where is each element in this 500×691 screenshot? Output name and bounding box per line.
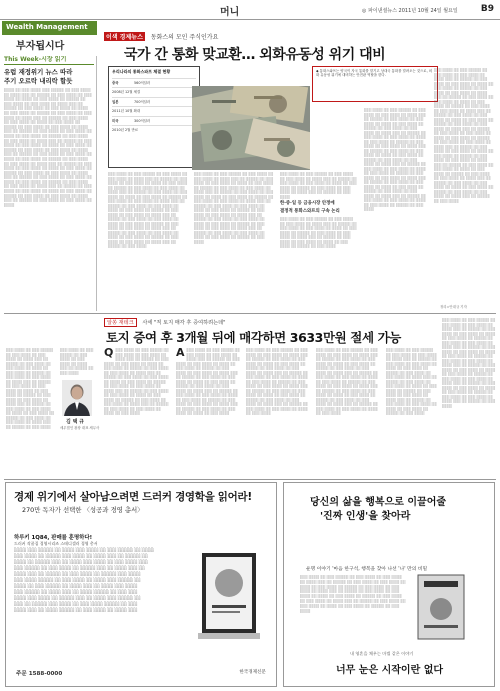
ad1-book-image xyxy=(192,547,272,647)
table-row xyxy=(112,125,196,135)
section2-bar xyxy=(104,318,226,327)
ad1-subhead: 270만 독자가 선택한 〈성공과 경영 총서〉 xyxy=(22,506,144,514)
table-cell-amount: 560억달러 xyxy=(134,80,151,85)
page-header xyxy=(0,0,500,20)
table-row xyxy=(112,78,196,88)
table-cell-country: 미국 xyxy=(112,118,119,123)
series-label xyxy=(104,32,218,41)
ad1-phone: 주문 1588-0000 xyxy=(16,671,63,677)
swap-table xyxy=(108,66,200,168)
table-cell-country: 일본 xyxy=(112,99,119,104)
article-column-3: ░░░ ░░░░ ░░ ░░░ ░░░░░ ░░ ░░░ ░░░░ ░░ ░░░ ░░░░ ░░ ░░░░ ░░░ ░░ ░░░░░ ░░ ░░░ ░░░░ ░░ ░░░ ░░░░ ░░ ░░░░ ░░ ░░░ ░░░░ ░░ ░░░░░ ░░ ░░░ ░░░░ ░░ ░░░ ░░░░ ░░ ░░░░ ░░░ ░░ ░░░░░ ░░ ░░░ ░░░░ 한·중·일 등 금융시장 안정에 결정적 통화스와프의 구속 논리 ░░░ ░░░░ ░░ ░░░ ░░░░░ ░░ ░░░ ░░░░ ░░ ░░░ ░░░░ ░░ ░░░░ ░░░ ░░ ░░░░░ ░░ ░░░ ░░░░ ░░ ░░░ ░░░░ ░░ ░░░░ ░░ ░░░ ░░░░ ░░ ░░░░░ ░░ ░░░ ░░░░ ░░ ░░░ ░░░░ ░░ ░░░░ ░░░ ░░ ░░░░░ ░░ ░░░ ░░░░ ░░ ░░░ ░░░░ ░░ ░░░░ ░░ ░░░ ░░░░ ░░ ░░░░░ ░░ ░░░ ░░░░ xyxy=(280,172,357,248)
ad2-headline-1: 당신의 삶을 행복으로 이끌어줄 xyxy=(310,497,447,508)
s2-column-0: ░░░ ░░░░ ░░ ░░░ ░░░░░ ░░ ░░░ ░░░░ ░░ ░░░ ░░░░ ░░ ░░░░ ░░░ ░░ ░░░░░ ░░ ░░░ ░░░░ ░░ ░░░ ░░░░ ░░ ░░░░ ░░ ░░░ ░░░░ ░░ ░░░░░ ░░ ░░░ ░░░░ ░░ ░░░ ░░░░ ░░ ░░░░ ░░░ ░░ ░░░░░ ░░ ░░░ ░░░░ ░░ ░░░ ░░░░ ░░ ░░░░ ░░ ░░░ ░░░░ ░░ ░░░░░ ░░ ░░░ ░░░░ ░░ ░░░ ░░░░ ░░ ░░░░ ░░░ ░░ ░░░░░ ░░ ░░░ ░░░░ ░░ ░░░ ░░░░ ░░ ░░░░ ░░ ░░░ ░░░░ ░░ ░░░░░ ░░ ░░░ ░░░░ ░░ ░░░ ░░░░ ░░ ░░░░ ░░░ ░░ ░░░░░ ░░ ░░░ ░░░░ xyxy=(6,348,55,429)
table-cell-country: 중국 xyxy=(112,80,119,85)
table-cell-amount: 300억달러 xyxy=(134,118,151,123)
week-label: This Week-시장 읽기 xyxy=(4,56,94,65)
series-text: 동화스의 모인 주식인가요 xyxy=(150,34,219,41)
series-badge: 이색 경제뉴스 xyxy=(106,34,143,41)
book-ad-real-life[interactable] xyxy=(283,482,495,687)
ad2-body-text: ░░░ ░░░░ ░░ ░░░ ░░░░░ ░░ ░░░ ░░░░ ░░ ░░░ ░░░░ ░░ ░░░░ ░░░ ░░ ░░░░░ ░░ ░░░ ░░░░ ░░ ░░░ ░░░░ ░░ ░░░░ ░░ ░░░ ░░░░ ░░ ░░░░░ ░░ ░░░ ░░░░ ░░ ░░░ ░░░░ ░░ ░░░░ ░░░ ░░ ░░░░░ ░░ ░░░ ░░░░ ░░ ░░░ ░░░░ ░░ ░░░░ ░░ ░░░ ░░░░ ░░ ░░░░░ ░░ ░░░ ░░░░ ░░ ░░░ ░░░░ ░░ ░░░░ ░░░ ░░ ░░░░░ ░░ ░░░ ░░░░ ░░ ░░░ ░░░░ ░░ ░░░░ ░░ ░░░ ░░░░ ░░ ░░░░░ ░░ ░░░ ░░░░ xyxy=(300,575,406,613)
s2-column-6: ░░░ ░░░░ ░░ ░░░ ░░░░░ ░░ ░░░ ░░░░ ░░ ░░░ ░░░░ ░░ ░░░░ ░░░ ░░ ░░░░░ ░░ ░░░ ░░░░ ░░ ░░░ ░░░░ ░░ ░░░░ ░░ ░░░ ░░░░ ░░ ░░░░░ ░░ ░░░ ░░░░ ░░ ░░░ ░░░░ ░░ ░░░░ ░░░ ░░ ░░░░░ ░░ ░░░ ░░░░ ░░ ░░░ ░░░░ ░░ ░░░░ ░░ ░░░ ░░░░ ░░ ░░░░░ ░░ ░░░ ░░░░ ░░ ░░░ ░░░░ ░░ ░░░░ ░░░ ░░ ░░░░░ ░░ ░░░ ░░░░ ░░ ░░░ ░░░░ ░░ ░░░░ ░░ ░░░ ░░░░ ░░ ░░░░░ ░░ ░░░ ░░░░ ░░ ░░░ ░░░░ ░░ ░░░░ ░░░ ░░ ░░░░░ ░░ ░░░ ░░░░ ░░ ░░░ ░░░░ ░░ ░░░░ ░░ ░░░ ░░░░ ░░ ░░░░░ ░░ ░░░ ░░░░ ░░ ░░░ ░░░░ ░░ ░░░░ ░░░ ░░ ░░░░░ ░░ ░░░ ░░░░ xyxy=(442,318,496,408)
article-column-4: ░░░ ░░░░ ░░ ░░░ ░░░░░ ░░ ░░░ ░░░░ ░░ ░░░ ░░░░ ░░ ░░░░ ░░░ ░░ ░░░░░ ░░ ░░░ ░░░░ ░░ ░░░ ░░░░ ░░ ░░░░ ░░ ░░░ ░░░░ ░░ ░░░░░ ░░ ░░░ ░░░░ ░░ ░░░ ░░░░ ░░ ░░░░ ░░░ ░░ ░░░░░ ░░ ░░░ ░░░░ ░░ ░░░ ░░░░ ░░ ░░░░ ░░ ░░░ ░░░░ ░░ ░░░░░ ░░ ░░░ ░░░░ ░░ ░░░ ░░░░ ░░ ░░░░ ░░░ ░░ ░░░░░ ░░ ░░░ ░░░░ ░░ ░░░ ░░░░ ░░ ░░░░ ░░ ░░░ ░░░░ ░░ ░░░░░ ░░ ░░░ ░░░░ ░░ ░░░ ░░░░ ░░ ░░░░ ░░░ ░░ ░░░░░ ░░ ░░░ ░░░░ ░░ ░░░ ░░░░ ░░ ░░░░ ░░ ░░░ ░░░░ ░░ ░░░░░ ░░ ░░░ ░░░░ ░░ ░░░ ░░░░ ░░ ░░░░ ░░░ ░░ ░░░░░ ░░ ░░░ ░░░░ ░░ ░░░ ░░░░ ░░ ░░░░ ░░ ░░░ ░░░░ ░░ ░░░░░ ░░ ░░░ ░░░░ ░░ ░░░ ░░░░ ░░ ░░░░ ░░░ ░░ ░░░░░ ░░ ░░░ ░░░░ ░░ ░░░ ░░░░ ░░ ░░░░ ░░ ░░░ ░░░░ ░░ ░░░░░ ░░ ░░░ ░░░░ xyxy=(364,108,427,211)
page-number: B9 xyxy=(480,4,494,14)
section-title: 머니 xyxy=(220,7,240,18)
book-ad-drucker[interactable] xyxy=(5,482,277,687)
wealth-management-logo xyxy=(2,21,97,53)
column-divider xyxy=(96,56,97,311)
article-byline: 정리=안대규 기자 xyxy=(440,305,467,309)
ad-area xyxy=(5,482,495,687)
author-title: 세무법인 광장 대표 세무사 xyxy=(60,426,100,430)
section2-tag: 알쏭 재테크 xyxy=(104,318,137,327)
ad1-desc-text: 드러커 작품집 경영시리즈 스테디셀러 경영 총서 xyxy=(14,541,98,546)
article-column-2: ░░░ ░░░░ ░░ ░░░ ░░░░░ ░░ ░░░ ░░░░ ░░ ░░░ ░░░░ ░░ ░░░░ ░░░ ░░ ░░░░░ ░░ ░░░ ░░░░ ░░ ░░░ ░░░░ ░░ ░░░░ ░░ ░░░ ░░░░ ░░ ░░░░░ ░░ ░░░ ░░░░ ░░ ░░░ ░░░░ ░░ ░░░░ ░░░ ░░ ░░░░░ ░░ ░░░ ░░░░ ░░ ░░░ ░░░░ ░░ ░░░░ ░░ ░░░ ░░░░ ░░ ░░░░░ ░░ ░░░ ░░░░ ░░ ░░░ ░░░░ ░░ ░░░░ ░░░ ░░ ░░░░░ ░░ ░░░ ░░░░ ░░ ░░░ ░░░░ ░░ ░░░░ ░░ ░░░ ░░░░ ░░ ░░░░░ ░░ ░░░ ░░░░ ░░ ░░░ ░░░░ ░░ ░░░░ ░░░ ░░ ░░░░░ ░░ ░░░ ░░░░ ░░ ░░░ ░░░░ ░░ ░░░░ ░░ ░░░ ░░░░ ░░ ░░░░░ ░░ ░░░ ░░░░ ░░ ░░░ ░░░░ ░░ ░░░░ ░░░ ░░ ░░░░░ ░░ ░░░ ░░░░ ░░ ░░░ ░░░░ ░░ ░░░░ ░░ ░░░ ░░░░ ░░ ░░░░░ ░░ ░░░ ░░░░ xyxy=(194,172,274,244)
s2-column-3: ░░░ ░░░░ ░░ ░░░ ░░░░░ ░░ ░░░ ░░░░ ░░ ░░░ ░░░░ ░░ ░░░░ ░░░ ░░ ░░░░░ ░░ ░░░ ░░░░ ░░ ░░░ ░░░░ ░░ ░░░░ ░░ ░░░ ░░░░ ░░ ░░░░░ ░░ ░░░ ░░░░ ░░ ░░░ ░░░░ ░░ ░░░░ ░░░ ░░ ░░░░░ ░░ ░░░ ░░░░ ░░ ░░░ ░░░░ ░░ ░░░░ ░░ ░░░ ░░░░ ░░ ░░░░░ ░░ ░░░ ░░░░ ░░ ░░░ ░░░░ ░░ ░░░░ ░░░ ░░ ░░░░░ ░░ ░░░ ░░░░ ░░ ░░░ ░░░░ ░░ ░░░░ ░░ ░░░ ░░░░ ░░ ░░░░░ ░░ ░░░ ░░░░ ░░ ░░░ ░░░░ ░░ ░░░░ ░░░ ░░ ░░░░░ ░░ ░░░ ░░░░ ░░ ░░░ ░░░░ ░░ ░░░░ ░░ ░░░ ░░░░ xyxy=(246,348,309,415)
left-headline-2: 주기 오르락 내리락 할듯 xyxy=(4,76,73,85)
left-column xyxy=(4,56,94,311)
ad-divider xyxy=(4,479,496,480)
wealth-management-label: Wealth Management xyxy=(2,21,97,35)
main-headline: 국가 간 통화 맞교환… 외화유동성 위기 대비 xyxy=(124,47,386,63)
author-name: 김 택 규 xyxy=(66,419,84,425)
table-cell-note: 2011년 10월 확대 xyxy=(112,109,141,113)
table-row xyxy=(112,106,196,116)
ad2-book-image xyxy=(414,573,472,643)
s2-column-0b: ░░░ ░░░░ ░░ ░░░ ░░░░░ ░░ ░░░ ░░░░ ░░ ░░░ ░░░░ ░░ ░░░░ ░░░ ░░ ░░░░░ ░░ ░░░ ░░░░ xyxy=(60,348,94,375)
ad2-headline-2: '진짜 인생'을 찾아라 xyxy=(320,511,411,522)
s2-column-4: ░░░ ░░░░ ░░ ░░░ ░░░░░ ░░ ░░░ ░░░░ ░░ ░░░ ░░░░ ░░ ░░░░ ░░░ ░░ ░░░░░ ░░ ░░░ ░░░░ ░░ ░░░ ░░░░ ░░ ░░░░ ░░ ░░░ ░░░░ ░░ ░░░░░ ░░ ░░░ ░░░░ ░░ ░░░ ░░░░ ░░ ░░░░ ░░░ ░░ ░░░░░ ░░ ░░░ ░░░░ ░░ ░░░ ░░░░ ░░ ░░░░ ░░ ░░░ ░░░░ ░░ ░░░░░ ░░ ░░░ ░░░░ ░░ ░░░ ░░░░ ░░ ░░░░ ░░░ ░░ ░░░░░ ░░ ░░░ ░░░░ ░░ ░░░ ░░░░ ░░ ░░░░ ░░ ░░░ ░░░░ ░░ ░░░░░ ░░ ░░░ ░░░░ ░░ ░░░ ░░░░ ░░ ░░░░ ░░░ ░░ ░░░░░ ░░ ░░░ ░░░░ ░░ ░░░ ░░░░ ░░ ░░░░ ░░ ░░░ ░░░░ xyxy=(316,348,379,415)
currency-photo xyxy=(192,86,310,170)
s2-column-2: A ░░░ ░░░░ ░░ ░░░ ░░░░░ ░░ ░░░ ░░░░ ░░ ░░░ ░░░░ ░░ ░░░░ ░░░ ░░ ░░░░░ ░░ ░░░ ░░░░ ░░ ░░░ ░░░░ ░░ ░░░░ ░░ ░░░ ░░░░ ░░ ░░░░░ ░░ ░░░ ░░░░ ░░ ░░░ ░░░░ ░░ ░░░░ ░░░ ░░ ░░░░░ ░░ ░░░ ░░░░ ░░ ░░░ ░░░░ ░░ ░░░░ ░░ ░░░ ░░░░ ░░ ░░░░░ ░░ ░░░ ░░░░ ░░ ░░░ ░░░░ ░░ ░░░░ ░░░ ░░ ░░░░░ ░░ ░░░ ░░░░ ░░ ░░░ ░░░░ ░░ ░░░░ ░░ ░░░ ░░░░ ░░ ░░░░░ ░░ ░░░ ░░░░ ░░ ░░░ ░░░░ ░░ ░░░░ ░░░ ░░ ░░░░░ ░░ ░░░ ░░░░ ░░ ░░░ ░░░░ ░░ ░░░░ ░░ ░░░ ░░░░ xyxy=(176,348,240,415)
table-cell-note: 2008년 12월 체결 xyxy=(112,90,141,94)
table-row xyxy=(112,97,196,107)
ad2-middle-text: 운명 이야기 '마음 한구석, 행복을 찾아 나선 '나' 만의 비밀 xyxy=(306,567,428,572)
section2-topic: 사세 "직 토지 매각 후 증여하려는데" xyxy=(142,320,226,326)
ad2-small-text: 내 영혼을 채우는 마법 같은 이야기 xyxy=(350,651,414,656)
news-note-box: ◆ 통화스와프는 양국이 자국 통화를 맡기고 상대국 통화를 빌려오는 것으로, 외화 유동성 위기에 대비하는 안전판 역할을 한다. xyxy=(312,66,438,102)
ad1-headline: 경제 위기에서 살아남으려면 드러커 경영학을 읽어라! xyxy=(14,491,252,503)
ad1-description: 하루키 1Q84, 판매를 훈명하다! 드러커 작품집 경영시리즈 스테디셀러 경영 총서 ░░░░ ░░░ ░░░░░ ░░ ░░░░ ░░░ ░░░░ ░░ ░░░ ░░░░░ ░░ ░░░░ ░░░ ░░░░ ░░ ░░░░░ ░░░ ░░░░ ░░ ░░░░ ░░░ ░░ ░░░░░ ░░ ░░░░ ░░ ░░░░░ ░░░ ░░ ░░░░ ░░░ ░░░░ ░░ ░░░ ░░░░ ░░░ ░░░ ░░░░░ ░░ ░░░ ░░░░ ░░ ░░░░░ ░░░ ░░ ░░░░ ░░░ ░░ ░░░░ ░░░ ░░ ░░░░░ ░░ ░░░ ░░░░ ░░ ░░░░░ ░░░ ░░░░ ░░░ ░░░░ ░░░░░ ░░ ░░░ ░░░░ ░░ ░░░░ ░░░ ░░░░░ ░░ ░░░░ ░░ ░░░ ░░░░░ ░░ ░░░░ ░░░ ░░ ░░░░ ░░░ ░░░░ ░░░ ░░░░░ ░░ ░░░░ ░░░ ░░ ░░░░ ░░░░░ ░░ ░░░ ░░░ ░░░░ ░░░ ░░░░ ░░ ░░░░░ ░░░ ░░ ░░░░ ░░░ ░░░░░ ░░ ░░░ ░░ ░░░░░ ░░░ ░░░░ ░░ ░░░ ░░░░ ░░░░░ ░░ ░░░ ░░░░ ░░░ ░░ ░░░░ ░░░░░ ░░ ░░░ ░░░░ ░░ ░░░░ ░░░ xyxy=(14,535,184,613)
ad2-footer-headline: 너무 눈은 시작이란 없다 xyxy=(336,665,444,676)
table-cell-amount: 700억달러 xyxy=(134,99,151,104)
article-subheading-2: 결정적 통화스와프의 구속 논리 xyxy=(280,209,340,214)
s2-column-5: ░░░ ░░░░ ░░ ░░░ ░░░░░ ░░ ░░░ ░░░░ ░░ ░░░ ░░░░ ░░ ░░░░ ░░░ ░░ ░░░░░ ░░ ░░░ ░░░░ ░░ ░░░ ░░░░ ░░ ░░░░ ░░ ░░░ ░░░░ ░░ ░░░░░ ░░ ░░░ ░░░░ ░░ ░░░ ░░░░ ░░ ░░░░ ░░░ ░░ ░░░░░ ░░ ░░░ ░░░░ ░░ ░░░ ░░░░ ░░ ░░░░ ░░ ░░░ ░░░░ ░░ ░░░░░ ░░ ░░░ ░░░░ ░░ ░░░ ░░░░ ░░ ░░░░ ░░░ ░░ ░░░░░ ░░ ░░░ ░░░░ ░░ ░░░ ░░░░ ░░ ░░░░ ░░ ░░░ ░░░░ ░░ ░░░░░ ░░ ░░░ ░░░░ xyxy=(386,348,437,415)
section-divider xyxy=(4,313,496,314)
swap-table-title: 우리나라의 통화스와프 체결 현황 xyxy=(112,69,171,74)
section2-headline: 토지 증여 후 3개월 뒤에 매각하면 3633만원 절세 가능 xyxy=(106,330,401,345)
table-cell-note: 2010년 2월 만료 xyxy=(112,128,139,132)
left-body-text: ░░░░ ░░ ░░░ ░░░░ ░░░ ░░░░░ ░░ ░░░ ░░░░ ░░ ░░░░ ░░░ ░░ ░░░░░ ░░ ░░░ ░░░░ ░░ ░░░ ░░░░ ░░ ░░░░ ░░ ░░░ ░░░░ ░░ ░░░░░ ░░ ░░░ ░░░░ ░░ ░░░ ░░░░ ░░ ░░░░ ░░░ ░░ ░░░░░ ░░ ░░░ ░░░░ ░░ ░░░ ░░░░ ░░ ░░░░ ░░ ░░░ ░░░░ ░░ ░░░░░ ░░ ░░░ ░░░░ ░░ ░░░ ░░░░ ░░ ░░░░ ░░░ ░░ ░░░░░ ░░ ░░░ ░░░░ ░░ ░░░ ░░░░ ░░ ░░░░ ░░ ░░░ ░░░░ ░░ ░░░░░ ░░ ░░░ ░░░░ ░░ ░░░ ░░░░ ░░ ░░░░ ░░░ ░░ ░░░░░ ░░ ░░░ ░░░░ ░░ ░░░ ░░░░ ░░ ░░░░ ░░ ░░░ ░░░░ ░░ ░░░░░ ░░ ░░░ ░░░░ ░░ ░░░ ░░░░ ░░ ░░░░ ░░░ ░░ ░░░░░ ░░ ░░░ ░░░░ ░░ ░░░ ░░░░ ░░ ░░░░ ░░ ░░░ ░░░░ ░░ ░░░░░ ░░ ░░░ ░░░░ ░░ ░░░ ░░░░ ░░ ░░░░ ░░░ ░░ ░░░░░ ░░ ░░░ ░░░░ ░░ ░░░ ░░░░ ░░ ░░░░ ░░ ░░░ ░░░░ ░░ ░░░░░ ░░ ░░░ ░░░░ ░░ ░░░ ░░░░ ░░ ░░░░ ░░░ ░░ ░░░░░ ░░ ░░░ ░░░░ ░░ ░░░ ░░░░ ░░ ░░░░ ░░ ░░░ ░░░░ ░░ ░░░░░ ░░ ░░░ ░░░░ ░░ ░░░ ░░░░ ░░ ░░░░ ░░░ ░░ ░░░░░ ░░ ░░░ ░░░░ ░░ ░░░ ░░░░ ░░ ░░░░ ░░ ░░░ ░░░░ ░░ ░░░░░ ░░ ░░░ ░░░░ ░░ ░░░ ░░░░ ░░ ░░░░ ░░░ ░░ ░░░░░ ░░ ░░░ ░░░░ ░░ ░░░ ░░░░ ░░ ░░░░ ░░ ░░░ ░░░░ ░░ ░░░░░ ░░ ░░░ ░░░░ ░░ ░░░ ░░░░ ░░ ░░░░ ░░░ ░░ ░░░░░ ░░ ░░░ ░░░░ ░░ ░░░ ░░░░ ░░ ░░░░ xyxy=(4,88,92,207)
article-column-1: ░░░ ░░░░ ░░ ░░░ ░░░░░ ░░ ░░░ ░░░░ ░░ ░░░ ░░░░ ░░ ░░░░ ░░░ ░░ ░░░░░ ░░ ░░░ ░░░░ ░░ ░░░ ░░░░ ░░ ░░░░ ░░ ░░░ ░░░░ ░░ ░░░░░ ░░ ░░░ ░░░░ ░░ ░░░ ░░░░ ░░ ░░░░ ░░░ ░░ ░░░░░ ░░ ░░░ ░░░░ ░░ ░░░ ░░░░ ░░ ░░░░ ░░ ░░░ ░░░░ ░░ ░░░░░ ░░ ░░░ ░░░░ ░░ ░░░ ░░░░ ░░ ░░░░ ░░░ ░░ ░░░░░ ░░ ░░░ ░░░░ ░░ ░░░ ░░░░ ░░ ░░░░ ░░ ░░░ ░░░░ ░░ ░░░░░ ░░ ░░░ ░░░░ ░░ ░░░ ░░░░ ░░ ░░░░ ░░░ ░░ ░░░░░ ░░ ░░░ ░░░░ ░░ ░░░ ░░░░ ░░ ░░░░ ░░ ░░░ ░░░░ ░░ ░░░░░ ░░ ░░░ ░░░░ ░░ ░░░ ░░░░ ░░ ░░░░ ░░░ ░░ ░░░░░ ░░ ░░░ ░░░░ ░░ ░░░ ░░░░ ░░ ░░░░ ░░ ░░░ ░░░░ ░░ ░░░░░ ░░ ░░░ ░░░░ ░░ ░░░ ░░░░ ░░ ░░░░ ░░░ ░░ ░░░░░ ░░ ░░░ ░░░░ xyxy=(108,172,188,248)
article-subheading-1: 한·중·일 등 금융시장 안정에 xyxy=(280,201,335,206)
ad1-desc-big: 하루키 1Q84, 판매를 훈명하다! xyxy=(14,535,93,541)
left-headline-1: 유럽 재정위기 뉴스 따라 xyxy=(4,68,73,76)
table-row xyxy=(112,116,196,126)
ad1-publisher-logo: 한국경제신문 xyxy=(239,670,266,675)
article-column-5: ░░░ ░░░░ ░░ ░░░ ░░░░░ ░░ ░░░ ░░░░ ░░ ░░░ ░░░░ ░░ ░░░░ ░░░ ░░ ░░░░░ ░░ ░░░ ░░░░ ░░ ░░░ ░░░░ ░░ ░░░░ ░░ ░░░ ░░░░ ░░ ░░░░░ ░░ ░░░ ░░░░ ░░ ░░░ ░░░░ ░░ ░░░░ ░░░ ░░ ░░░░░ ░░ ░░░ ░░░░ ░░ ░░░ ░░░░ ░░ ░░░░ ░░ ░░░ ░░░░ ░░ ░░░░░ ░░ ░░░ ░░░░ ░░ ░░░ ░░░░ ░░ ░░░░ ░░░ ░░ ░░░░░ ░░ ░░░ ░░░░ ░░ ░░░ ░░░░ ░░ ░░░░ ░░ ░░░ ░░░░ ░░ ░░░░░ ░░ ░░░ ░░░░ ░░ ░░░ ░░░░ ░░ ░░░░ ░░░ ░░ ░░░░░ ░░ ░░░ ░░░░ ░░ ░░░ ░░░░ ░░ ░░░░ ░░ ░░░ ░░░░ ░░ ░░░░░ ░░ ░░░ ░░░░ ░░ ░░░ ░░░░ ░░ ░░░░ ░░░ ░░ ░░░░░ ░░ ░░░ ░░░░ ░░ ░░░ ░░░░ ░░ ░░░░ ░░ ░░░ ░░░░ ░░ ░░░░░ ░░ ░░░ ░░░░ ░░ ░░░ ░░░░ ░░ ░░░░ ░░░ ░░ ░░░░░ ░░ ░░░ ░░░░ ░░ ░░░ ░░░░ ░░ ░░░░ ░░ ░░░ ░░░░ ░░ ░░░░░ ░░ ░░░ ░░░░ ░░ ░░░ ░░░░ ░░ ░░░░ ░░░ ░░ ░░░░░ ░░ ░░░ ░░░░ ░░ ░░░ ░░░░ ░░ ░░░░ ░░ ░░░ ░░░░ ░░ ░░░░░ ░░ ░░░ ░░░░ ░░ ░░░ ░░░░ ░░ ░░░░ ░░░ ░░ ░░░░░ ░░ ░░░ ░░░░ xyxy=(434,68,494,203)
author-photo xyxy=(62,380,92,416)
table-row xyxy=(112,87,196,97)
paper-dateline: ◎ 파이낸셜뉴스 2011년 10월 24일 월요일 xyxy=(362,8,458,14)
s2-column-1: Q ░░░ ░░░░ ░░ ░░░ ░░░░░ ░░ ░░░ ░░░░ ░░ ░░░ ░░░░ ░░ ░░░░ ░░░ ░░ ░░░░░ ░░ ░░░ ░░░░ ░░ ░░░ ░░░░ ░░ ░░░░ ░░ ░░░ ░░░░ ░░ ░░░░░ ░░ ░░░ ░░░░ ░░ ░░░ ░░░░ ░░ ░░░░ ░░░ ░░ ░░░░░ ░░ ░░░ ░░░░ ░░ ░░░ ░░░░ ░░ ░░░░ ░░ ░░░ ░░░░ ░░ ░░░░░ ░░ ░░░ ░░░░ ░░ ░░░ ░░░░ ░░ ░░░░ ░░░ ░░ ░░░░░ ░░ ░░░ ░░░░ ░░ ░░░ ░░░░ ░░ ░░░░ ░░ ░░░ ░░░░ ░░ ░░░░░ ░░ ░░░ ░░░░ ░░ ░░░ ░░░░ ░░ ░░░░ ░░░ ░░ ░░░░░ ░░ ░░░ ░░░░ ░░ ░░░ ░░░░ ░░ ░░░░ ░░ ░░░ ░░░░ xyxy=(104,348,169,415)
wealth-management-title: 부자됩시다 xyxy=(16,41,65,52)
